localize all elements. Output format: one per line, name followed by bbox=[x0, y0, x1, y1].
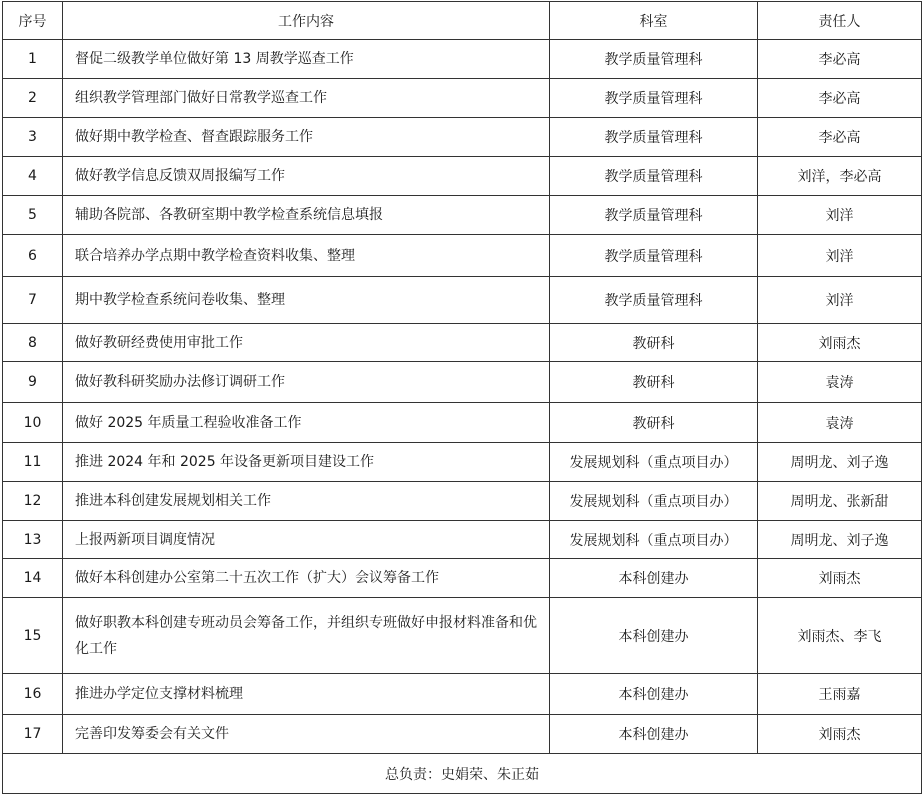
row-number: 11 bbox=[3, 443, 63, 482]
department: 发展规划科（重点项目办） bbox=[550, 443, 758, 482]
department: 发展规划科（重点项目办） bbox=[550, 521, 758, 559]
department: 本科创建办 bbox=[550, 674, 758, 715]
row-number: 6 bbox=[3, 235, 63, 277]
responsible-person: 周明龙、刘子逸 bbox=[758, 443, 922, 482]
department: 教学质量管理科 bbox=[550, 40, 758, 79]
work-content: 推进本科创建发展规划相关工作 bbox=[63, 482, 550, 521]
work-content: 做好本科创建办公室第二十五次工作（扩大）会议筹备工作 bbox=[63, 559, 550, 598]
responsible-person: 刘雨杰 bbox=[758, 324, 922, 362]
row-number: 14 bbox=[3, 559, 63, 598]
table-row bbox=[3, 482, 922, 521]
row-number: 8 bbox=[3, 324, 63, 362]
table-row bbox=[3, 40, 922, 79]
department: 教研科 bbox=[550, 324, 758, 362]
department: 本科创建办 bbox=[550, 715, 758, 754]
department: 发展规划科（重点项目办） bbox=[550, 482, 758, 521]
row-number: 12 bbox=[3, 482, 63, 521]
header-num: 序号 bbox=[3, 2, 63, 40]
responsible-person: 周明龙、张新甜 bbox=[758, 482, 922, 521]
table-row bbox=[3, 118, 922, 157]
work-content: 组织教学管理部门做好日常教学巡查工作 bbox=[63, 79, 550, 118]
header-dept: 科室 bbox=[550, 2, 758, 40]
responsible-person: 袁涛 bbox=[758, 362, 922, 403]
row-number: 13 bbox=[3, 521, 63, 559]
work-content: 做好教科研奖励办法修订调研工作 bbox=[63, 362, 550, 403]
row-number: 10 bbox=[3, 403, 63, 443]
table-row bbox=[3, 521, 922, 559]
table-row bbox=[3, 235, 922, 277]
table-row bbox=[3, 559, 922, 598]
table-row bbox=[3, 715, 922, 754]
department: 教研科 bbox=[550, 403, 758, 443]
department: 教学质量管理科 bbox=[550, 277, 758, 324]
table-footer-row bbox=[3, 754, 922, 794]
responsible-person: 刘雨杰、李飞 bbox=[758, 598, 922, 674]
row-number: 4 bbox=[3, 157, 63, 196]
responsible-person: 刘雨杰 bbox=[758, 715, 922, 754]
work-content: 推进办学定位支撑材料梳理 bbox=[63, 674, 550, 715]
work-content: 做好 2025 年质量工程验收准备工作 bbox=[63, 403, 550, 443]
work-content: 辅助各院部、各教研室期中教学检查系统信息填报 bbox=[63, 196, 550, 235]
header-person: 责任人 bbox=[758, 2, 922, 40]
work-content: 期中教学检查系统问卷收集、整理 bbox=[63, 277, 550, 324]
row-number: 7 bbox=[3, 277, 63, 324]
header-content: 工作内容 bbox=[63, 2, 550, 40]
table-row bbox=[3, 362, 922, 403]
work-content: 督促二级教学单位做好第 13 周教学巡查工作 bbox=[63, 40, 550, 79]
work-content: 做好期中教学检查、督查跟踪服务工作 bbox=[63, 118, 550, 157]
table-row bbox=[3, 157, 922, 196]
row-number: 9 bbox=[3, 362, 63, 403]
responsible-person: 刘雨杰 bbox=[758, 559, 922, 598]
responsible-person: 袁涛 bbox=[758, 403, 922, 443]
department: 教学质量管理科 bbox=[550, 79, 758, 118]
department: 教研科 bbox=[550, 362, 758, 403]
overall-responsible: 总负责：史娟荣、朱正茹 bbox=[3, 754, 922, 794]
row-number: 1 bbox=[3, 40, 63, 79]
row-number: 16 bbox=[3, 674, 63, 715]
table-row bbox=[3, 196, 922, 235]
row-number: 17 bbox=[3, 715, 63, 754]
table-row bbox=[3, 79, 922, 118]
department: 教学质量管理科 bbox=[550, 196, 758, 235]
responsible-person: 刘洋 bbox=[758, 235, 922, 277]
table-row bbox=[3, 598, 922, 674]
row-number: 15 bbox=[3, 598, 63, 674]
row-number: 3 bbox=[3, 118, 63, 157]
responsible-person: 李必高 bbox=[758, 118, 922, 157]
work-content: 做好职教本科创建专班动员会筹备工作，并组织专班做好申报材料准备和优化工作 bbox=[63, 598, 550, 674]
responsible-person: 刘洋 bbox=[758, 196, 922, 235]
work-content: 联合培养办学点期中教学检查资料收集、整理 bbox=[63, 235, 550, 277]
row-number: 5 bbox=[3, 196, 63, 235]
work-content: 做好教研经费使用审批工作 bbox=[63, 324, 550, 362]
responsible-person: 刘洋，李必高 bbox=[758, 157, 922, 196]
responsible-person: 王雨嘉 bbox=[758, 674, 922, 715]
table-row bbox=[3, 403, 922, 443]
work-content: 完善印发筹委会有关文件 bbox=[63, 715, 550, 754]
work-content: 做好教学信息反馈双周报编写工作 bbox=[63, 157, 550, 196]
department: 教学质量管理科 bbox=[550, 235, 758, 277]
responsible-person: 李必高 bbox=[758, 79, 922, 118]
responsible-person: 刘洋 bbox=[758, 277, 922, 324]
department: 本科创建办 bbox=[550, 559, 758, 598]
responsible-person: 李必高 bbox=[758, 40, 922, 79]
work-content: 上报两新项目调度情况 bbox=[63, 521, 550, 559]
department: 教学质量管理科 bbox=[550, 157, 758, 196]
table-row bbox=[3, 443, 922, 482]
department: 本科创建办 bbox=[550, 598, 758, 674]
table-row bbox=[3, 277, 922, 324]
work-schedule-table bbox=[2, 1, 922, 794]
row-number: 2 bbox=[3, 79, 63, 118]
department: 教学质量管理科 bbox=[550, 118, 758, 157]
responsible-person: 周明龙、刘子逸 bbox=[758, 521, 922, 559]
table-body bbox=[3, 40, 922, 754]
table-row bbox=[3, 674, 922, 715]
table-row bbox=[3, 324, 922, 362]
work-content: 推进 2024 年和 2025 年设备更新项目建设工作 bbox=[63, 443, 550, 482]
table-header-row bbox=[3, 2, 922, 40]
